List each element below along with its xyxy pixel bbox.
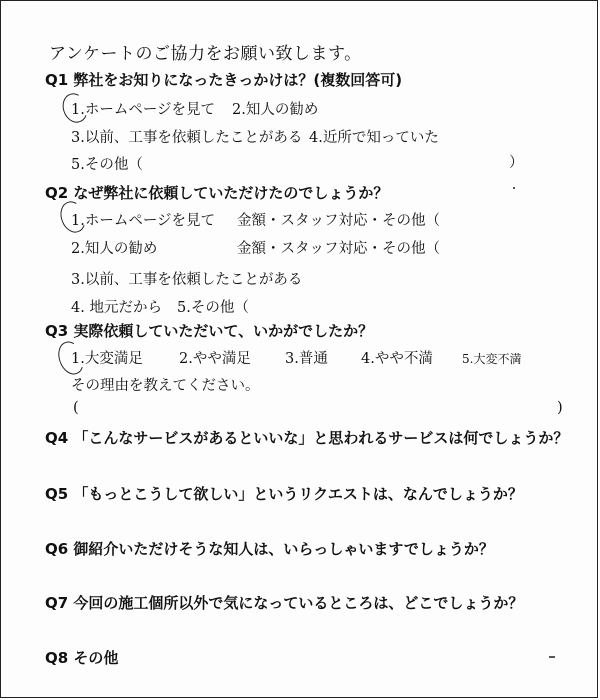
q3-option-4: 4.やや不満	[361, 351, 433, 367]
q2-question: Q2 なぜ弊社に依頼していただけたのでしょうか？	[45, 184, 389, 202]
q7-question: Q7 今回の施工個所以外で気になっているところは、どこでしょうか？	[45, 594, 524, 612]
q2-option-1: 1.ホームページを見て	[71, 213, 216, 229]
q1-option-4: 4.近所で知っていた	[309, 130, 439, 146]
q2-option-3: 3.以前、工事を依頼したことがある	[71, 272, 303, 288]
survey-title: アンケートのご協力をお願い致します。	[49, 44, 362, 64]
q6-question: Q6 御紹介いただけそうな知人は、いらっしゃいますでしょうか？	[45, 540, 494, 558]
q2-option-4: 4. 地元だから	[71, 300, 162, 316]
q1-question: Q1 弊社をお知りになったきっかけは？(複数回答可)	[45, 71, 403, 89]
q4-question: Q4 「こんなサービスがあるといいな」と思われるサービスは何でしょうか？	[45, 429, 569, 447]
q1-option-5-close: ）	[509, 155, 524, 171]
q1-option-2: 2.知人の勧め	[232, 102, 319, 118]
q5-question: Q5 「もっとこうして欲しい」というリクエストは、なんでしょうか？	[45, 485, 523, 503]
q3-option-1: 1.大変満足	[71, 351, 143, 367]
q3-option-5: 5.大変不満	[462, 352, 522, 366]
q3-circle-mark	[54, 338, 88, 378]
q2-option-1-detail: 金額・スタッフ対応・その他（	[237, 213, 440, 229]
q1-circle-mark	[59, 90, 92, 126]
scan-mark	[549, 656, 555, 658]
q1-option-1: 1.ホームページを見て	[71, 102, 216, 118]
q3-option-2: 2.やや満足	[179, 351, 251, 367]
q2-option-2-detail: 金額・スタッフ対応・その他（	[237, 241, 440, 257]
q2-circle-mark	[56, 198, 89, 236]
q8-question: Q8 その他	[45, 649, 119, 667]
scan-dot	[513, 187, 515, 189]
q3-reason-close-paren: )	[557, 400, 563, 416]
q1-option-3: 3.以前、工事を依頼したことがある	[71, 130, 303, 146]
q1-option-5: 5.その他（	[71, 157, 143, 173]
q3-reason-label: その理由を教えてください。	[71, 378, 260, 394]
q3-question: Q3 実際依頼していただいて、いかがでしたか？	[45, 322, 374, 340]
q3-reason-open-paren: (	[73, 400, 79, 416]
q2-option-5: 5.その他（	[177, 300, 249, 316]
q2-option-2: 2.知人の勧め	[71, 241, 158, 257]
q3-option-3: 3.普通	[285, 351, 328, 367]
